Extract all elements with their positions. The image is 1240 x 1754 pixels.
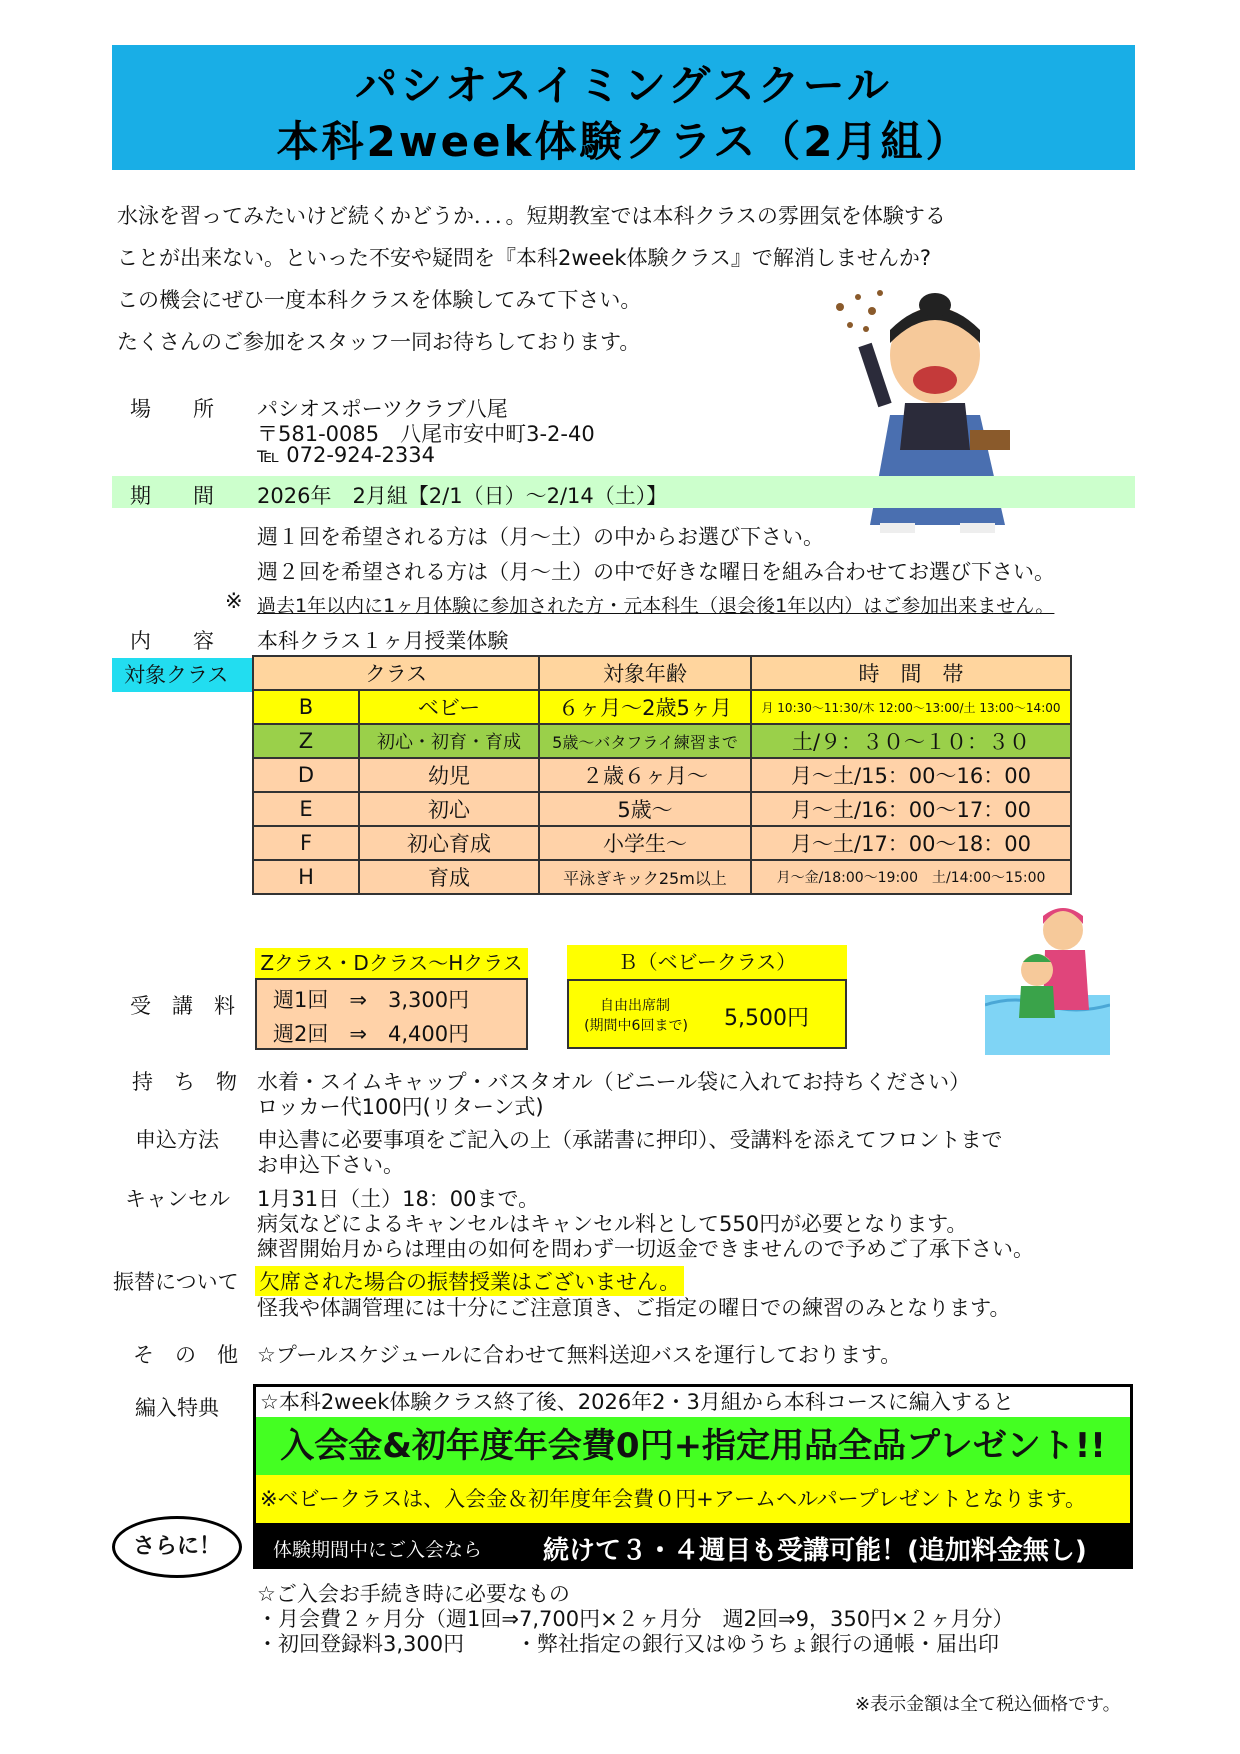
apply-line-1: 申込書に必要事項をご記入の上（承諾書に押印）、受講料を添えてフロントまで xyxy=(257,1128,1003,1152)
period-label: 期 間 xyxy=(130,484,214,508)
period-dates: 2026年 2月組【2/1（日）～2/14（土）】 xyxy=(257,484,668,508)
header-class: クラス xyxy=(253,656,539,690)
class-age: 5歳～バタフライ練習まで xyxy=(539,724,751,758)
class-name: ベビー xyxy=(359,690,539,724)
class-time: 月～土/17：00～18：00 xyxy=(751,826,1071,860)
class-code: B xyxy=(253,690,359,724)
cancel-line-3: 練習開始月からは理由の如何を問わず一切返金できませんので予めご了承下さい。 xyxy=(257,1237,1034,1261)
extra-bar-small: 体験期間中にご入会なら xyxy=(273,1539,483,1561)
class-name: 育成 xyxy=(359,860,539,894)
table-row xyxy=(253,724,1071,758)
apply-line-2: お申込下さい。 xyxy=(257,1153,404,1177)
cancel-label: キャンセル xyxy=(125,1187,230,1211)
title-banner xyxy=(112,45,1135,170)
extra-bar-big: 続けて３・４週目も受講可能！(追加料金無し) xyxy=(543,1536,1087,1566)
baby-price: 5,500円 xyxy=(724,1006,809,1031)
needs-line-2b: ・弊社指定の銀行又はゆうちょ銀行の通帳・届出印 xyxy=(516,1632,999,1656)
content-value: 本科クラス１ヶ月授業体験 xyxy=(257,629,509,653)
class-age: 5歳～ xyxy=(539,792,751,826)
content-label: 内 容 xyxy=(130,629,214,653)
class-code: F xyxy=(253,826,359,860)
fee-week1: 週1回 ⇒ 3,300円 xyxy=(273,988,470,1012)
table-row xyxy=(253,860,1071,894)
bonus-baby: ※ベビークラスは、入会金＆初年度年会費０円+アームヘルパープレゼントとなります。 xyxy=(256,1475,1130,1523)
location-label: 場 所 xyxy=(130,397,214,421)
belongings-label: 持 ち 物 xyxy=(132,1070,237,1094)
table-row xyxy=(253,758,1071,792)
class-age: 小学生～ xyxy=(539,826,751,860)
intro-line-1: 水泳を習ってみたいけど続くかどうか．．．。短期教室では本科クラスの雰囲気を体験する xyxy=(117,204,946,228)
intro-line-3: この機会にぜひ一度本科クラスを体験してみて下さい。 xyxy=(117,288,642,312)
table-row xyxy=(253,690,1071,724)
classes-label: 対象クラス xyxy=(112,658,252,692)
period-line-1: 週１回を希望される方は（月～土）の中からお選び下さい。 xyxy=(257,525,824,549)
makeup-line-2: 怪我や体調管理には十分にご注意頂き、ご指定の曜日での練習のみとなります。 xyxy=(257,1296,1011,1320)
class-code: E xyxy=(253,792,359,826)
fees-baby-head: Ｂ（ベビークラス） xyxy=(567,945,847,979)
period-note-mark: ※ xyxy=(225,589,243,613)
cancel-line-1: 1月31日（土）18：00まで。 xyxy=(257,1187,540,1211)
cancel-line-2: 病気などによるキャンセルはキャンセル料として550円が必要となります。 xyxy=(257,1212,968,1236)
class-time: 月～土/15：00～16：00 xyxy=(751,758,1071,792)
makeup-label: 振替について xyxy=(113,1270,239,1294)
baby-free-1: 自由出席制 xyxy=(600,998,670,1014)
bonus-label: 編入特典 xyxy=(135,1396,219,1420)
classes-table xyxy=(252,655,1072,895)
bonus-top: ☆本科2week体験クラス終了後、2026年2・3月組から本科コースに編入すると xyxy=(260,1390,1014,1414)
extra-oval: さらに！ xyxy=(112,1516,242,1578)
makeup-line-1: 欠席された場合の振替授業はございません。 xyxy=(255,1266,684,1296)
table-header-row xyxy=(253,656,1071,690)
header-age: 対象年齢 xyxy=(539,656,751,690)
bonus-main: 入会金&初年度年会費0円+指定用品全品プレゼント!! xyxy=(256,1417,1130,1475)
class-age: ６ヶ月～2歳5ヶ月 xyxy=(539,690,751,724)
needs-line-1: ・月会費２ヶ月分（週1回⇒7,700円×２ヶ月分 週2回⇒9，350円×２ヶ月分） xyxy=(257,1607,1014,1631)
title-line-2: 本科2week体験クラス（2月組） xyxy=(276,117,971,166)
class-age: ２歳６ヶ月～ xyxy=(539,758,751,792)
other-label: そ の 他 xyxy=(133,1343,238,1367)
class-time: 月～土/16：00～17：00 xyxy=(751,792,1071,826)
class-time: 月 10:30～11:30/木 12:00～13:00/土 13:00～14:00 xyxy=(751,690,1071,724)
fees-baby-box xyxy=(567,979,847,1049)
class-name: 幼児 xyxy=(359,758,539,792)
fees-zh-box xyxy=(255,978,528,1050)
class-time: 月～金/18:00～19:00 土/14:00～15:00 xyxy=(751,860,1071,894)
class-name: 初心・初育・育成 xyxy=(359,724,539,758)
table-row xyxy=(253,826,1071,860)
apply-label: 申込方法 xyxy=(135,1128,219,1152)
baby-free-2: (期間中6回まで) xyxy=(584,1018,688,1034)
other-value: ☆プールスケジュールに合わせて無料送迎バスを運行しております。 xyxy=(257,1343,902,1367)
title-line-1: パシオスイミングスクール xyxy=(355,61,892,110)
location-tel: ℡ 072-924-2334 xyxy=(257,443,435,467)
fees-label: 受 講 料 xyxy=(130,994,235,1018)
location-address: 〒581-0085 八尾市安中町3-2-40 xyxy=(257,422,595,446)
needs-line-2a: ・初回登録料3,300円 xyxy=(257,1632,465,1656)
fee-week2: 週2回 ⇒ 4,400円 xyxy=(273,1022,470,1046)
class-code: H xyxy=(253,860,359,894)
swimming-parent-child-illustration xyxy=(985,900,1110,1055)
intro-line-2: ことが出来ない。といった不安や疑問を『本科2week体験クラス』で解消しませんか? xyxy=(117,246,932,270)
belongings-line-1: 水着・スイムキャップ・バスタオル（ビニール袋に入れてお持ちください） xyxy=(257,1070,971,1094)
class-time: 土/９：３０～１０：３０ xyxy=(751,724,1071,758)
belongings-line-2: ロッカー代100円(リターン式) xyxy=(257,1095,544,1119)
period-note: 過去1年以内に1ヶ月体験に参加された方・元本科生（退会後1年以内）はご参加出来ません。 xyxy=(257,595,1055,617)
class-age: 平泳ぎキック25m以上 xyxy=(539,860,751,894)
class-name: 初心 xyxy=(359,792,539,826)
class-name: 初心育成 xyxy=(359,826,539,860)
fees-zh-head: Zクラス・Dクラス～Hクラス xyxy=(255,948,528,980)
needs-title: ☆ご入会お手続き時に必要なもの xyxy=(257,1582,570,1606)
table-row xyxy=(253,792,1071,826)
location-name: パシオスポーツクラブ八尾 xyxy=(257,397,508,421)
intro-line-4: たくさんのご参加をスタッフ一同お待ちしております。 xyxy=(117,330,641,354)
extra-bar xyxy=(253,1525,1133,1569)
footer-note: ※表示金額は全て税込価格です。 xyxy=(855,1694,1121,1715)
class-code: Z xyxy=(253,724,359,758)
header-time: 時 間 帯 xyxy=(751,656,1071,690)
class-code: D xyxy=(253,758,359,792)
period-line-2: 週２回を希望される方は（月～土）の中で好きな曜日を組み合わせてお選び下さい。 xyxy=(257,560,1055,584)
